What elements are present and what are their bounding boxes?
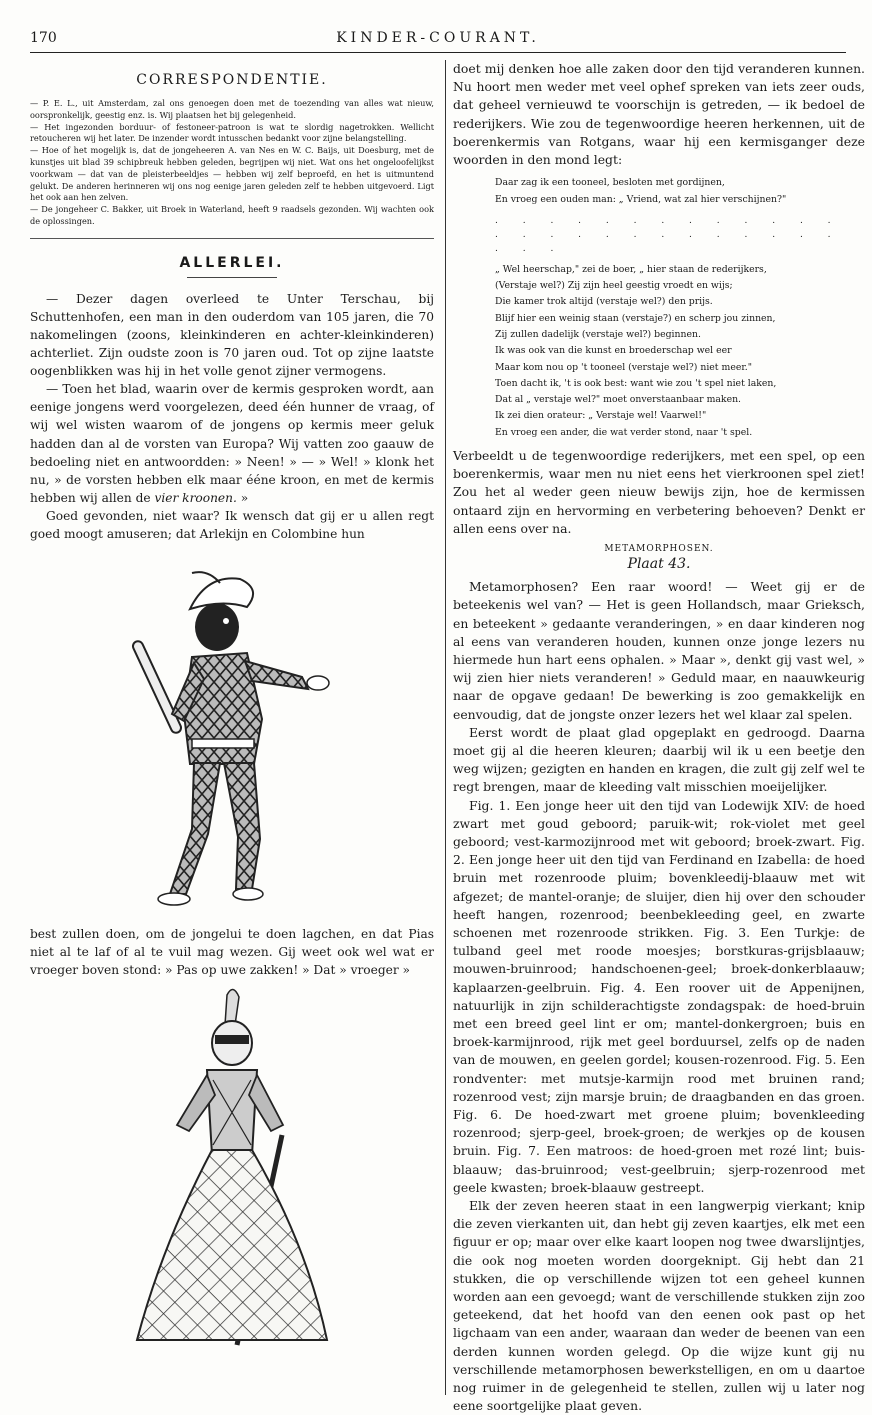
corr-paragraph: — P. E. L., uit Amsterdam, zal ons genoegen doen met de toezending van alles wat nieuw, oorspronkelijk, geestig enz. is. Wij plaatsen het bij gelegenheid. bbox=[30, 98, 434, 120]
poem-line: Zij zullen dadelijk (verstaje wel?) beginnen. bbox=[495, 329, 701, 340]
poem-line: En vroeg een ouden man: „ Vriend, wat zal hier verschijnen?" bbox=[495, 193, 787, 205]
correspondentie-section bbox=[30, 98, 434, 228]
poem-line: Ik zei dien orateur: „ Verstaje wel! Vaarwel!" bbox=[495, 410, 707, 422]
metamorphosen-body bbox=[453, 578, 865, 1415]
allerlei-title: ALLERLEI. bbox=[179, 254, 285, 271]
allerlei-paragraph-1: — Dezer dagen overleed te Unter Terschau, bij Schuttenhofen, een man in den ouderdom van 105 jaren, die 70 nakomelingen (zoons, kleinkinderen en achter-kleinkinderen) achterliet. Zijn oudste zoon is 70 jaren oud. Tot op zijne laatste oogenblikken was hij in het volle genot zijner vermogens. bbox=[30, 291, 434, 379]
corr-paragraph: — De jongeheer C. Bakker, uit Broek in Waterland, heeft 9 raadsels gezonden. Wij wachten ook de oplossingen. bbox=[30, 204, 434, 226]
left-column bbox=[30, 60, 434, 1400]
divider bbox=[30, 238, 434, 239]
allerlei-paragraph-2: — Toen het blad, waarin over de kermis gesproken wordt, aan eenige jongens werd voorgelezen, deed één hunner de vraag, of wij wel wisten waarom of de jongens op kermis meer geluk hadden dan al de vorsten van Europa? Wij vatten zoo gaauw de bedoeling niet en antwoordden: » Neen! » — » Wel! » klonk het nu, » de vorsten hebben elk maar ééne kroon, en met de kermis hebben wij allen de vier kroonen. » bbox=[30, 382, 434, 505]
meta-paragraph-figures: Fig. 1. Een jonge heer uit den tijd van Lodewijk XIV: de hoed zwart met goud geboord; paruik-wit; rok-violet met geel geboord; vest-karmozijnrood met wit geboord; broek-zwart. Fig. 2. Een jonge heer uit den tijd van Ferdinand en Izabella: de hoed bruin met rozenroode pluim; bovenkleedij-blaauw met wit afgezet; de mantel-oranje; de sluijer, dien hij over den schouder heeft hangen, rozenrood; beenbekleeding geel, en zwarte schoenen met rozenroode strikken. Fig. 3. Een Turkje: de tulband geel met roode moesjes; borstkuras-grijsblaauw; mouwen-bruinrood; handschoenen-geel; broek-donkerblaauw; kaplaarzen-geelbruin. Fig. 4. Een roover uit de Appenijnen, natuurlijk in zijn schilderachtigste zondagspak: de hoed-bruin met een breed geel lint er om; mantel-donkergroen; buis en broek-karmijnrood, rijk met geel borduursel, zelfs op de naden van de mouwen, en geelen gordel; kousen-rozenrood. Fig. 5. Een rondventer: met mutsje-karmijn rood met bruinen rand; rozenrood vest; zijn marsje bruin; de draagbanden en das groen. Fig. 6. De hoed-zwart met groene pluim; bovenkleeding rozenrood; sjerp-geel, broek-groen; de werkjes op de kousen bruin. Fig. 7. Een matroos: de hoed-groen met rozé lint; buis-blaauw; das-bruinrood; vest-geelbruin; sjerp-rozenrood met geele kwasten; broek-blaauw gestreept. bbox=[453, 797, 865, 1195]
meta-paragraph-1: Metamorphosen? Een raar woord! — Weet gij er de beteekenis wel van? — Het is geen Hollandsch, maar Grieksch, en beteekent » gedaante veranderingen, » en daar kinderen nog al eens van veranderen houden, kunnen onze jonge lezers nu hiermede hun hart eens ophalen. » Maar », denkt gij vast wel, » wij zien hier niets veranderen! » Geduld maar, en naauwkeurig naar de opgave gedaan! De bewerking is zoo gemakkelijk en eenvoudig, dat de jongste onzer lezers het wel klaar zal spelen. bbox=[453, 579, 865, 722]
allerlei-body-continued bbox=[30, 925, 434, 979]
meta-paragraph-2: Eerst wordt de plaat glad opgeplakt en gedroogd. Daarna moet gij al die heeren kleuren; daarbij wil ik u een beetje den weg wijzen; gezigten en handen en kragen, die zult gij zelf wel te regt brengen, maar de kleeding valt misschien moeijelijker. bbox=[453, 724, 865, 795]
poem-line: Toen dacht ik, 't is ook best: want wie zou 't spel niet laken, bbox=[495, 377, 777, 389]
meta-paragraph-3: Elk der zeven heeren staat in een langwerpig vierkant; knip die zeven vierkanten uit, dan hebt gij zeven kaartjes, elk met een figuur er op; maar over elke kaart loopen nog twee dwarslijntjes, die ook nog moeten worden doorgeknipt. Gij hebt dan 21 stukken, die op verschillende wijzen tot een geheel kunnen worden aan een gevoegd; want de verschillende stukken zijn zoo geteekend, dat het hoofd van den eenen ook past op het ligchaam van een ander, waaraan dan weder de beenen van een derden kunnen worden gelegd. Op die wijze kunt gij nu verschillende metamorphosen bewerkstelligen, en om u daartoe nog ruimer in de gelegenheid te stellen, zullen wij u later nog eene soortgelijke plaat geven. bbox=[453, 1198, 865, 1414]
corr-paragraph: — Het ingezonden borduur- of festoneer-patroon is wat te slordig nagetrokken. Wellicht retoucheren wij het later. De inzender wordt intusschen bedankt voor zijne belangstelling. bbox=[30, 121, 434, 144]
rederijkers-paragraph: doet mij denken hoe alle zaken door den tijd veranderen kunnen. Nu hoort men weder met veel ophef spreken van iets zeer ouds, dat geheel vernieuwd te voorschijn is getreden, — ik bedoel de rederijkers. Wie zou de tegenwoordige heeren herkennen, uit de boerenkermis van Rotgans, waar hij een kermisganger deze woorden in den mond legt: bbox=[453, 61, 865, 168]
poem-line: Blijf hier een weinig staan (verstaje?) en scherp jou zinnen, bbox=[495, 312, 776, 324]
allerlei-body bbox=[30, 290, 434, 543]
allerlei-paragraph-3: Goed gevonden, niet waar? Ik wensch dat gij er u allen regt goed moogt amuseren; dat Arlekijn en Colombine hun bbox=[30, 508, 434, 541]
allerlei-paragraph-4: best zullen doen, om de jongelui te doen lagchen, en dat Pias niet al te laf of al te vuil mag wezen. Gij weet ook wel wat er vroeger boven stond: » Pas op uwe zakken! » Dat » vroeger » bbox=[30, 927, 434, 978]
corr-paragraph: — Hoe of het mogelijk is, dat de jongeheeren A. van Nes en W. C. Baijs, uit Doesburg, met de kunstjes uit blad 39 schipbreuk hebben geleden, begrijpen wij niet. Wat ons het ongeloofelijkst voorkwam — dat van de pleisterbeeldjes — hebben wij zelf beproefd, en het is uitmuntend gelukt. De anderen herinneren wij ons nog eenige jaren geleden zelf te hebben uitgevoerd. Ligt het ook aan hen zelven. bbox=[30, 145, 434, 203]
poem-line: En vroeg een ander, die wat verder stond, naar 't spel. bbox=[495, 426, 753, 438]
poem-line: Die kamer trok altijd (verstaje wel?) den prijs. bbox=[495, 296, 713, 308]
emphasis-text: vier kroonen. bbox=[154, 490, 237, 505]
title-underline bbox=[187, 277, 277, 278]
poem-part-1 bbox=[495, 175, 865, 208]
poem-ellipsis: . . . . . . . . . . . . . . . . . . . . . . . . . . . . . bbox=[495, 215, 842, 254]
rederijkers-conclusion: Verbeeldt u de tegenwoordige rederijkers, met een spel, op een boerenkermis, waar men nu niet eens het vierkroonen spel ziet! Zou het al weder geen nieuw bewijs zijn, hoe de kermissen ontaard zijn en hervorming en verbetering behoeven? Denkt er allen eens over na. bbox=[453, 448, 865, 536]
correspondentie-title: CORRESPONDENTIE. bbox=[136, 72, 328, 88]
harlequin-figure bbox=[112, 549, 352, 919]
poem-part-2 bbox=[495, 262, 865, 441]
column-divider bbox=[445, 60, 446, 1395]
poem-line: „ Wel heerschap," zei de boer, „ hier staan de rederijkers, bbox=[495, 263, 767, 275]
page-number: 170 bbox=[30, 30, 57, 46]
poem-line: Dat al „ verstaje wel?" moet onverstaanbaar maken. bbox=[495, 394, 742, 406]
poem-line: (Verstaje wel?) Zij zijn heel geestig vroedt en wijs; bbox=[495, 280, 733, 292]
metamorphosen-heading: METAMORPHOSEN. bbox=[604, 544, 714, 555]
running-title: KINDER-COURANT. bbox=[336, 30, 540, 46]
poem-line: Ik was ook van die kunst en broederschap wel eer bbox=[495, 345, 732, 357]
colombine-figure bbox=[107, 985, 357, 1355]
plaat-number: Plaat 43. bbox=[627, 556, 691, 573]
poem-line: Daar zag ik een tooneel, besloten met gordijnen, bbox=[495, 177, 725, 189]
page-header bbox=[30, 28, 846, 53]
poem-line: Maar kom nou op 't tooneel (verstaje wel?) niet meer." bbox=[495, 361, 752, 373]
right-column bbox=[453, 60, 865, 1414]
